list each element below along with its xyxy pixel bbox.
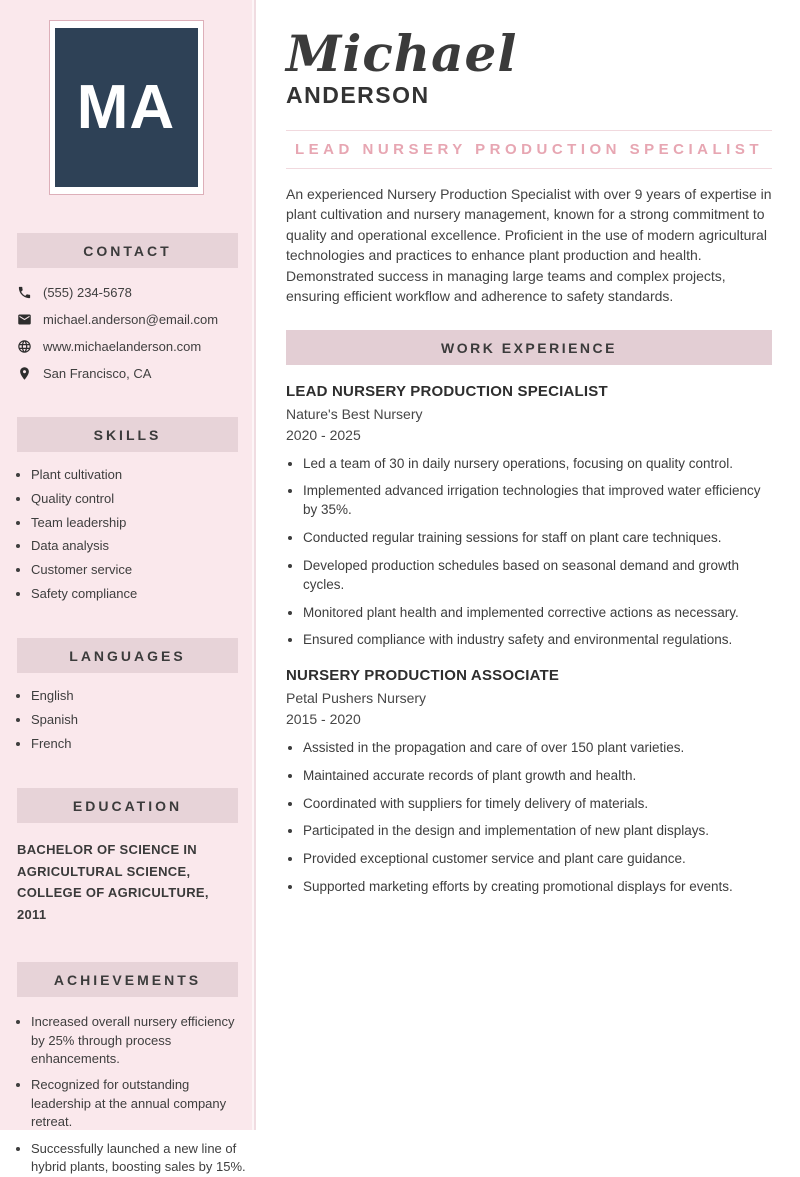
- name-header: [286, 26, 772, 109]
- divider-line: [286, 168, 772, 169]
- language-item: • French: [31, 736, 244, 752]
- professional-summary: An experienced Nursery Production Specialist with over 9 years of expertise in plant cultivation and nursery management, known for a strong commitment to quality and operational excellence. Proficient in the use of modern agricultural technologies and practices to enhance plant production and health. Demonstrated success in managing large teams and complex projects, ensuring efficient workflow and adherence to safety standards.: [286, 186, 772, 305]
- phone-number: (555) 234-5678: [43, 285, 132, 300]
- sidebar: [0, 0, 252, 1175]
- monogram-box: [55, 28, 198, 187]
- language-item: • Spanish: [31, 712, 244, 728]
- skill-item: • Customer service: [31, 562, 244, 578]
- job-bullet: • Developed production schedules based on seasonal demand and growth cycles.: [303, 556, 772, 594]
- job-bullet-list: [286, 738, 772, 895]
- achievements-list: [0, 1013, 246, 1177]
- job-bullet: • Ensured compliance with industry safety and environmental regulations.: [303, 630, 772, 649]
- skills-section-heading: SKILLS: [17, 417, 238, 452]
- job-bullet-list: [286, 454, 772, 650]
- skill-item: • Team leadership: [31, 515, 244, 531]
- education-degree: BACHELOR OF SCIENCE IN AGRICULTURAL SCIENCE, COLLEGE OF AGRICULTURE, 2011: [17, 841, 209, 923]
- email-address: michael.anderson@email.com: [43, 312, 219, 327]
- location-icon: [17, 366, 32, 381]
- contact-item-website: [17, 339, 242, 354]
- skill-item: • Quality control: [31, 491, 244, 507]
- website-url: www.michaelanderson.com: [43, 339, 202, 354]
- contact-item-location: [17, 366, 242, 381]
- main-content: [258, 0, 800, 1130]
- contact-list: [17, 285, 242, 381]
- job-bullet: • Provided exceptional customer service and plant care guidance.: [303, 849, 772, 868]
- work-experience-heading: WORK EXPERIENCE: [286, 330, 772, 365]
- skill-item: • Plant cultivation: [31, 467, 244, 483]
- education-section-heading: EDUCATION: [17, 788, 238, 823]
- contact-item-email: [17, 312, 242, 327]
- language-item: • English: [31, 688, 244, 704]
- email-icon: [17, 312, 32, 327]
- achievement-item: • Increased overall nursery efficiency by 25% through process enhancements.: [31, 1013, 246, 1068]
- job-dates: 2015 - 2020: [286, 711, 361, 728]
- languages-list: [0, 688, 244, 752]
- job-title: LEAD NURSERY PRODUCTION SPECIALIST: [286, 382, 608, 400]
- last-name: ANDERSON: [286, 82, 430, 108]
- job-bullet: • Maintained accurate records of plant growth and health.: [303, 766, 772, 785]
- first-name: Michael: [286, 24, 518, 83]
- monogram-frame: [49, 20, 204, 195]
- job-entry: [286, 383, 772, 650]
- job-bullet: • Implemented advanced irrigation technologies that improved water efficiency by 35%.: [303, 481, 772, 519]
- skill-item: • Safety compliance: [31, 586, 244, 602]
- job-bullet: • Coordinated with suppliers for timely delivery of materials.: [303, 794, 772, 813]
- job-title: NURSERY PRODUCTION ASSOCIATE: [286, 667, 560, 685]
- job-bullet: • Assisted in the propagation and care of over 150 plant varieties.: [303, 738, 772, 757]
- monogram-initials: MA: [76, 73, 176, 142]
- job-bullet: • Conducted regular training sessions for staff on plant care techniques.: [303, 528, 772, 547]
- location-text: San Francisco, CA: [43, 366, 152, 381]
- achievements-section-heading: ACHIEVEMENTS: [17, 962, 238, 997]
- contact-item-phone: [17, 285, 242, 300]
- job-company: Petal Pushers Nursery: [286, 690, 427, 707]
- achievement-item: • Recognized for outstanding leadership at the annual company retreat.: [31, 1076, 246, 1131]
- job-company: Nature's Best Nursery: [286, 405, 423, 422]
- phone-icon: [17, 285, 32, 300]
- job-entry: [286, 667, 772, 895]
- role-title-block: [286, 130, 772, 169]
- skill-item: • Data analysis: [31, 538, 244, 554]
- job-dates: 2020 - 2025: [286, 426, 361, 443]
- job-bullet: • Monitored plant health and implemented corrective actions as necessary.: [303, 603, 772, 622]
- contact-section-heading: CONTACT: [17, 233, 238, 268]
- job-bullet: • Participated in the design and implementation of new plant displays.: [303, 821, 772, 840]
- skills-list: [0, 467, 244, 602]
- role-title: LEAD NURSERY PRODUCTION SPECIALIST: [294, 141, 764, 158]
- job-bullet: • Led a team of 30 in daily nursery operations, focusing on quality control.: [303, 454, 772, 473]
- languages-section-heading: LANGUAGES: [17, 638, 238, 673]
- achievement-item: • Successfully launched a new line of hybrid plants, boosting sales by 15%.: [31, 1140, 246, 1177]
- job-bullet: • Supported marketing efforts by creating promotional displays for events.: [303, 877, 772, 896]
- globe-icon: [17, 339, 32, 354]
